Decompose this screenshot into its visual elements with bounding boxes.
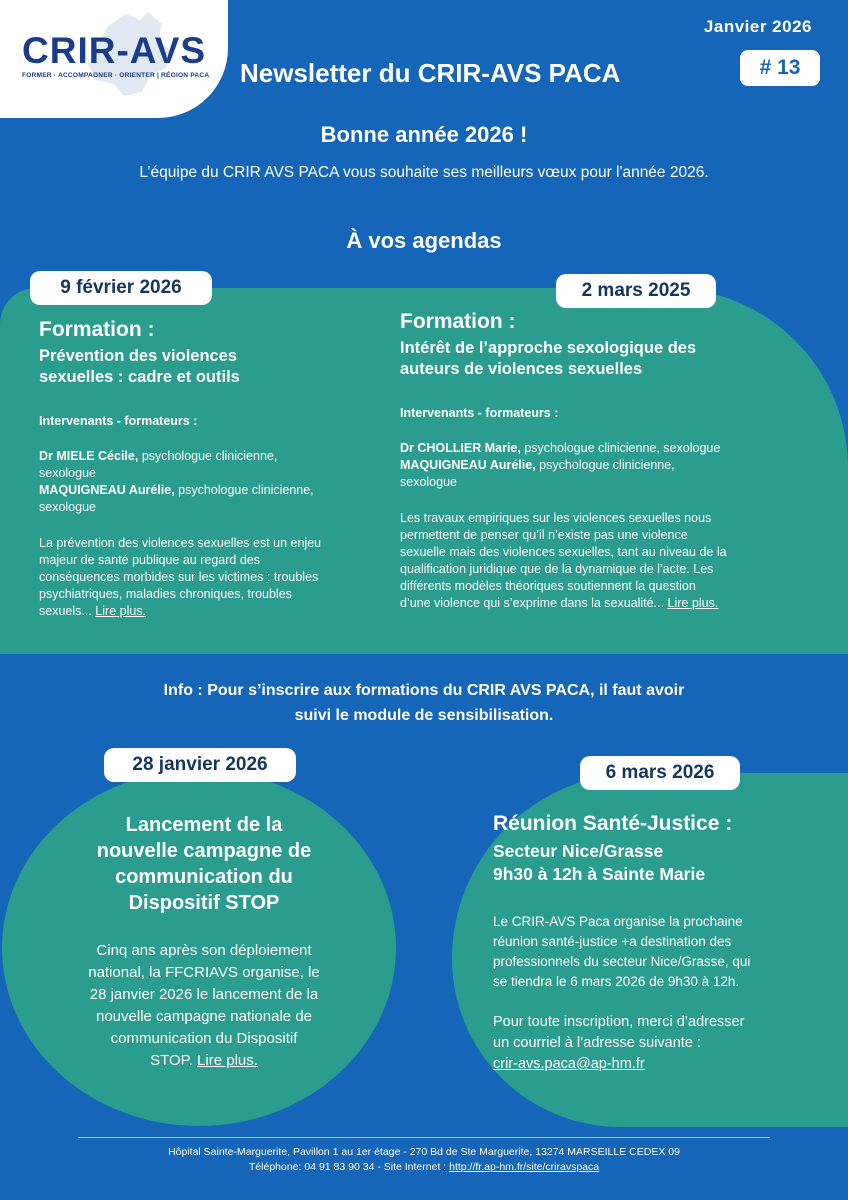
email-link[interactable]: crir-avs.paca@ap-hm.fr [493,1056,645,1072]
read-more-link[interactable]: Lire plus. [95,604,147,618]
greeting-title: Bonne année 2026 ! [320,122,528,147]
event-card-training-1 [39,318,379,620]
event-subtitle: Secteur Nice/Grasse 9h30 à 12h à Sainte Marie [493,841,706,884]
event-description: La prévention des violences sexuelles est un enjeu majeur de santé publique au regard des conséquences morbides sur les victimes : troubles psychiatriques, maladies chroniques, troubles sexuels... Lire plus. [39,536,322,618]
read-more-link[interactable]: Lire plus. [197,1052,258,1069]
logo-tagline: FORMER · ACCOMPAGNER · ORIENTER | RÉGION PACA [22,72,210,79]
website-link[interactable]: http://fr.ap-hm.fr/site/criravspaca [449,1161,600,1173]
contact-info: Pour toute inscription, merci d’adresser un courriel à l’adresse suivante : crir-avs.paca@ap-hm.fr [493,1012,833,1075]
agenda-title: À vos agendas [346,228,502,253]
event-card-meeting [493,812,833,1075]
event-date-badge: 28 janvier 2026 [104,748,296,782]
greeting-text: L’équipe du CRIR AVS PACA vous souhaite ses meilleurs vœux pour l'année 2026. [139,164,709,181]
footer-contact: Téléphone: 04 91 83 90 34 - Site Internet : http://fr.ap-hm.fr/site/criravspaca [248,1161,600,1173]
registration-info: Info : Pour s’inscrire aux formations du CRIR AVS PACA, il faut avoir suivi le module de sensibilisation. [163,682,685,724]
event-date-badge: 6 mars 2026 [580,756,740,790]
event-date-badge: 9 février 2026 [30,271,212,305]
speakers-list: Dr MIELE Cécile, psychologue clinicienne, sexologue MAQUIGNEAU Aurélie, psychologue clinicienne, sexologue [39,449,314,514]
event-card-training-2 [400,310,790,612]
speakers-list: Dr CHOLLIER Marie, psychologue clinicienne, sexologue MAQUIGNEAU Aurélie, psychologue clinicienne, sexologue [400,441,721,489]
logo: CRIR-AVS [22,30,207,71]
issue-number-badge: # 13 [740,50,820,86]
event-subtitle: Prévention des violences sexuelles : cadre et outils [39,347,240,386]
event-description: Le CRIR-AVS Paca organise la prochaine réunion santé-justice +a destination des professionnels du secteur Nice/Grasse, qui se tiendra le 6 mars 2026 de 9h30 à 12h. [493,914,751,989]
speakers-label: Intervenants - formateurs : [400,406,559,420]
read-more-link[interactable]: Lire plus. [667,596,719,610]
event-subtitle: Intérêt de l’approche sexologique des auteurs de violences sexuelles [400,339,697,378]
event-description: Les travaux empiriques sur les violences sexuelles nous permettent de penser qu’il n’existe pas une violence sexuelle mais des violences sexuelles, tant au niveau de la qualification juridique que de la dynamique de l’acte. Les différents modèles théoriques soutiennent la question d’une violence qui s’exprime dans la sexualité... Lire plus. [400,511,727,610]
issue-date: Janvier 2026 [703,17,812,36]
speakers-label: Intervenants - formateurs : [39,414,198,428]
event-description: Cinq ans après son déploiement national, la FFCRIAVS organise, le 28 janvier 2026 le lancement de la nouvelle campagne nationale de communication du Dispositif STOP. Lire plus. [88,942,320,1069]
footer-address: Hôpital Sainte-Marguerite, Pavillon 1 au 1er étage - 270 Bd de Ste Marguerite, 13274 MARSEILLE CEDEX 09 [168,1146,680,1158]
event-title: Lancement de la nouvelle campagne de communication du Dispositif STOP [96,814,312,914]
newsletter-title: Newsletter du CRIR-AVS PACA [240,58,621,88]
event-title: Réunion Santé-Justice : [493,812,733,835]
event-card-campaign [40,812,368,1072]
event-kind: Formation : [400,310,516,333]
event-kind: Formation : [39,318,155,341]
footer-divider [78,1137,770,1138]
event-date-badge: 2 mars 2025 [556,274,716,308]
